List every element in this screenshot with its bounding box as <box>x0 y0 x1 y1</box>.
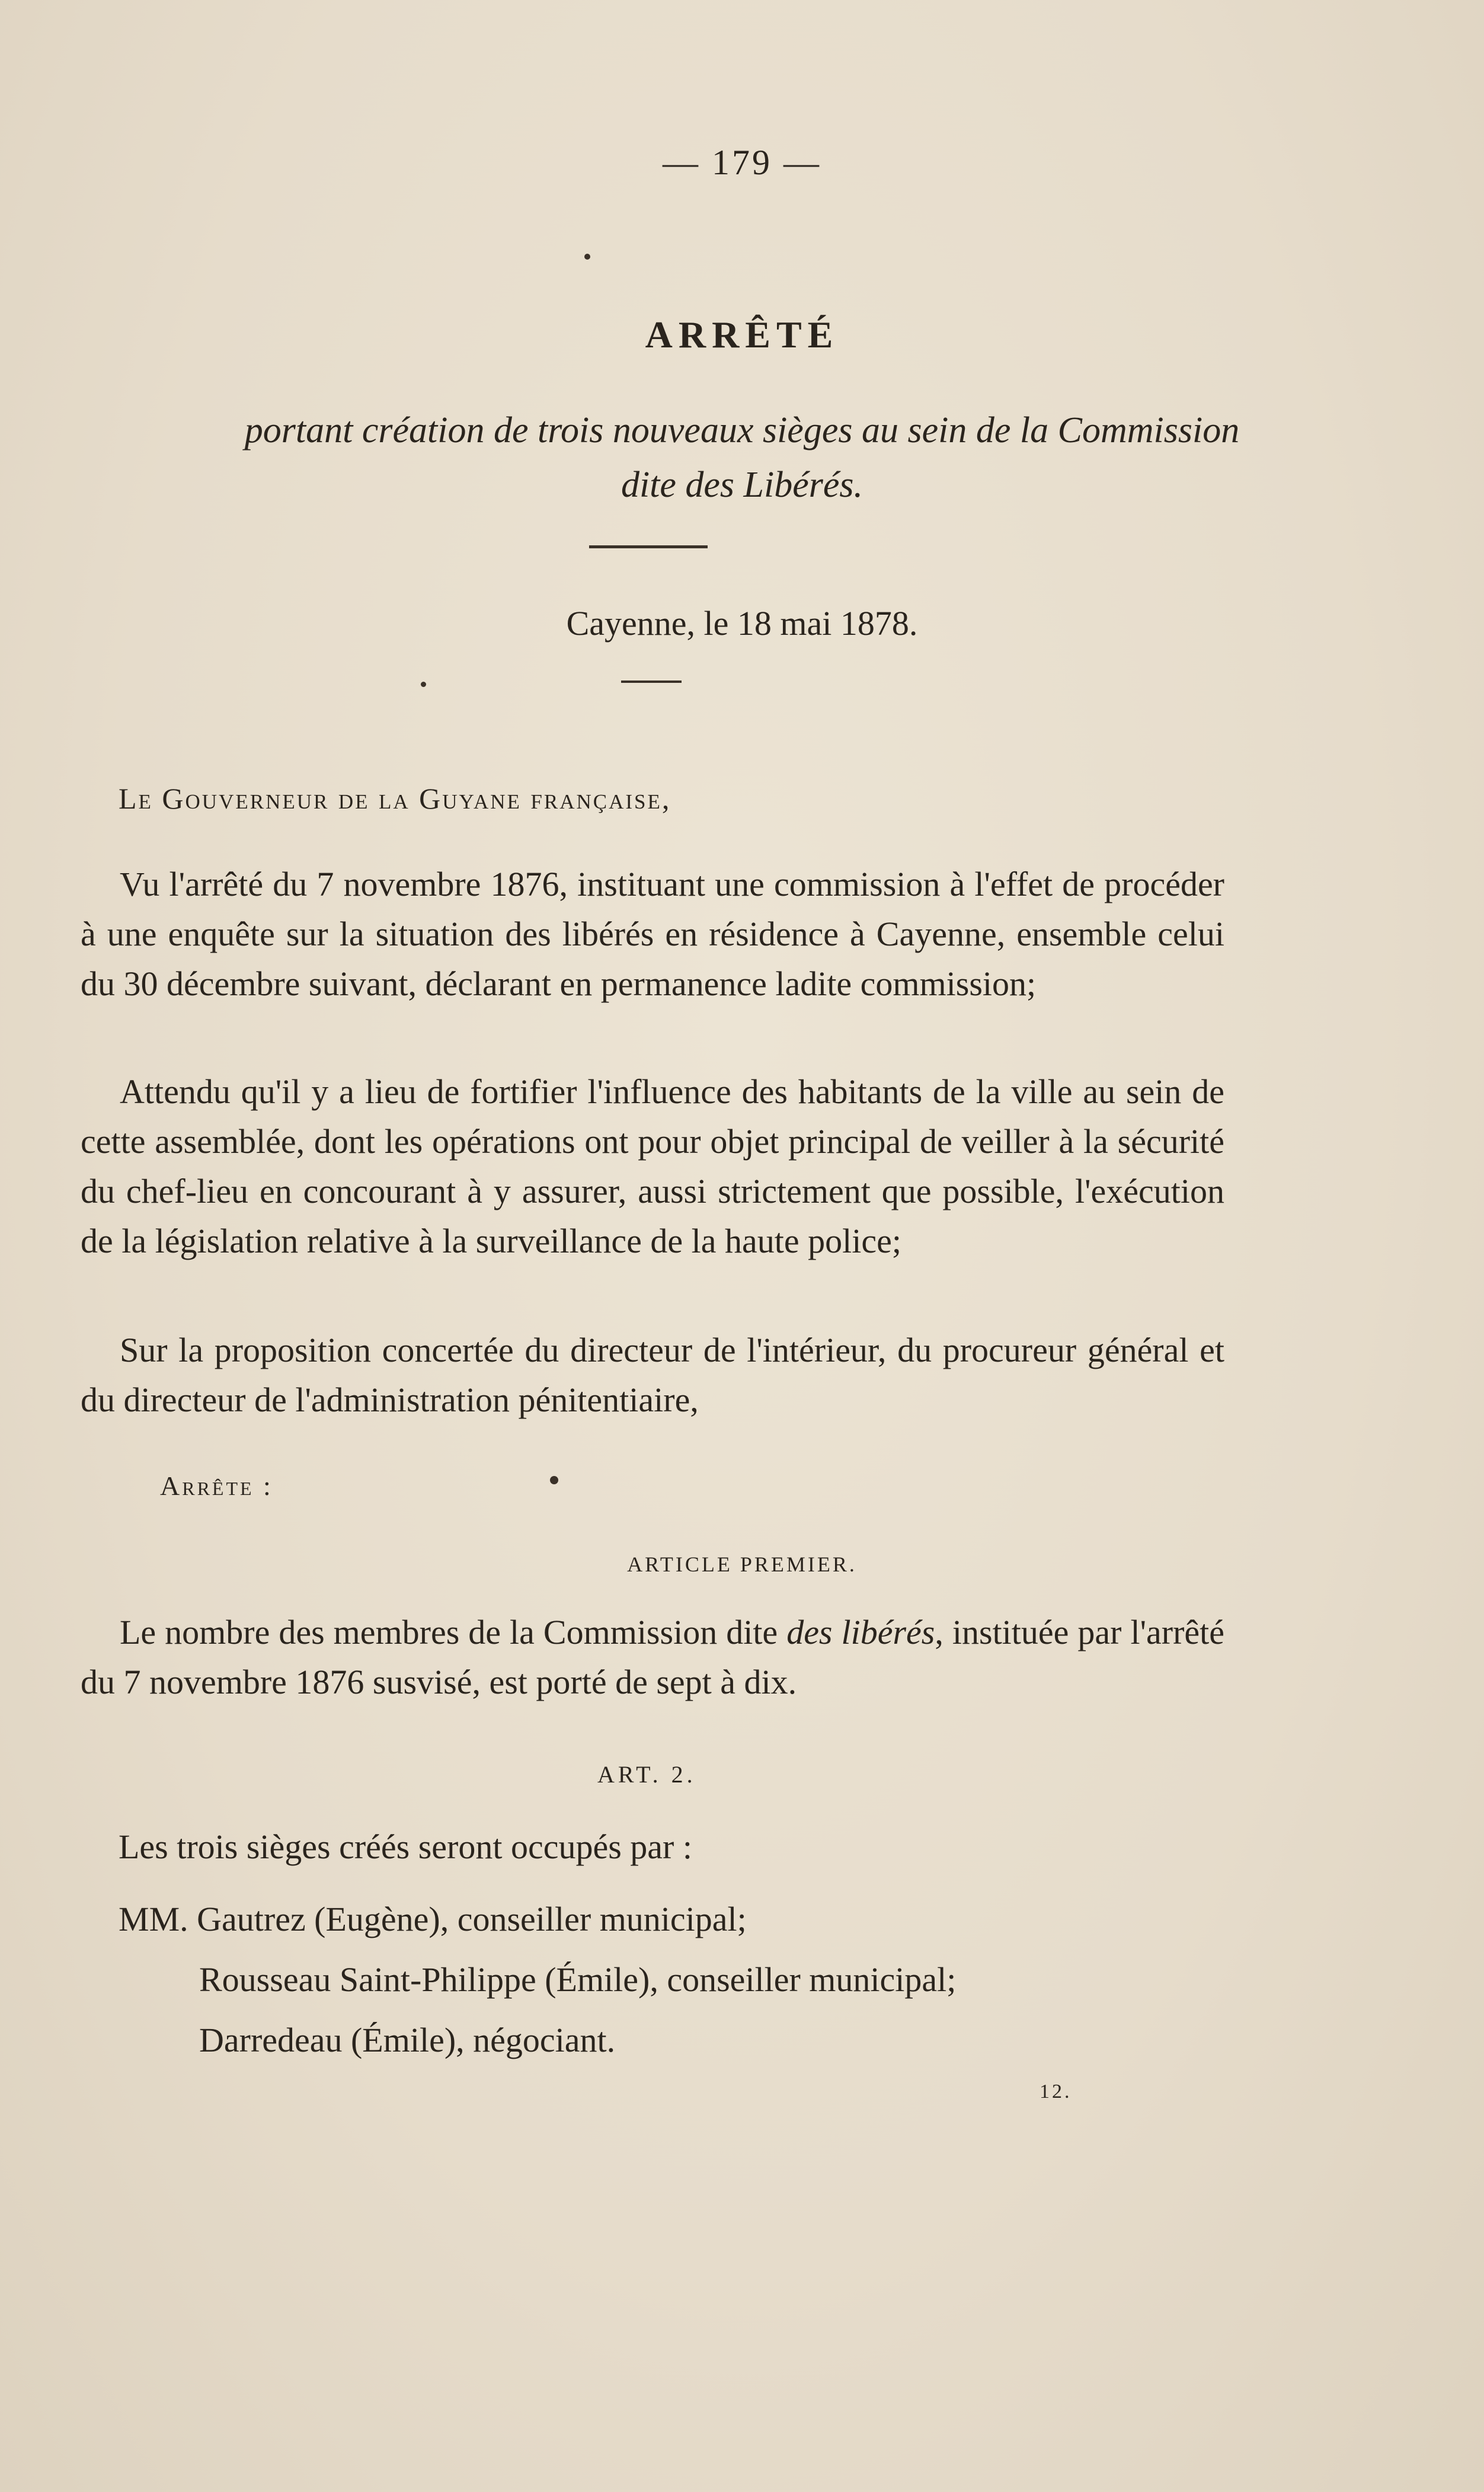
title-divider <box>589 545 708 548</box>
document-subtitle <box>0 403 1484 512</box>
paragraph-sur <box>81 1325 1224 1425</box>
paragraph-attendu <box>81 1067 1224 1266</box>
paragraph-vu-text: Vu l'arrêté du 7 novembre 1876, instituant une commission à l'effet de procéder à une enquête sur la situation des libérés en résidence à Cayenne, ensemble celui du 30 décembre suivant, déclarant en permanence ladite commission; <box>81 865 1224 1003</box>
page-number: — 179 — <box>663 143 821 182</box>
document-title: ARRÊTÉ <box>645 314 839 356</box>
short-divider <box>621 680 682 683</box>
subtitle-line-1: portant création de trois nouveaux sièges au sein de la Commission <box>244 410 1240 451</box>
arrete-label: Arrête : <box>160 1471 273 1501</box>
ink-speck <box>421 682 426 687</box>
ink-speck <box>550 1476 558 1484</box>
member-2: Rousseau Saint-Philippe (Émile), conseiller municipal; <box>199 1960 957 1999</box>
article-2-intro: Les trois sièges créés seront occupés par : <box>119 1828 692 1866</box>
article-1-text-before: Le nombre des membres de la Commission dite <box>120 1613 787 1651</box>
article-1-text-after: , instituée par l'arrêté du 7 novembre 1876 susvisé, est porté de sept à dix. <box>81 1613 1225 1701</box>
paragraph-vu <box>81 860 1224 1009</box>
place-date: Cayenne, le 18 mai 1878. <box>566 604 918 643</box>
member-3: Darredeau (Émile), négociant. <box>199 2021 616 2059</box>
article-1-heading: ARTICLE PREMIER. <box>627 1552 857 1576</box>
member-1: MM. Gautrez (Eugène), conseiller municipal; <box>119 1900 747 1938</box>
article-1-text-italic: des libérés <box>786 1613 935 1651</box>
paragraph-attendu-text: Attendu qu'il y a lieu de fortifier l'influence des habitants de la ville au sein de cette assemblée, dont les opérations ont pour objet principal de veiller à la sécurité du chef-lieu en concourant à y assurer, aussi strictement que possible, l'exécution de la législation relative à la surveillance de la haute police; <box>81 1072 1224 1260</box>
signature-mark: 12. <box>1040 2081 1072 2103</box>
ink-speck <box>584 254 590 260</box>
article-2-heading: ART. 2. <box>597 1761 696 1788</box>
governor-heading: Le Gouverneur de la Guyane française, <box>119 782 671 815</box>
subtitle-line-2: dite des Libérés. <box>621 465 863 505</box>
paragraph-sur-text: Sur la proposition concertée du directeur de l'intérieur, du procureur général et du directeur de l'administration pénitentiaire, <box>81 1331 1224 1419</box>
article-1-text <box>81 1608 1224 1707</box>
